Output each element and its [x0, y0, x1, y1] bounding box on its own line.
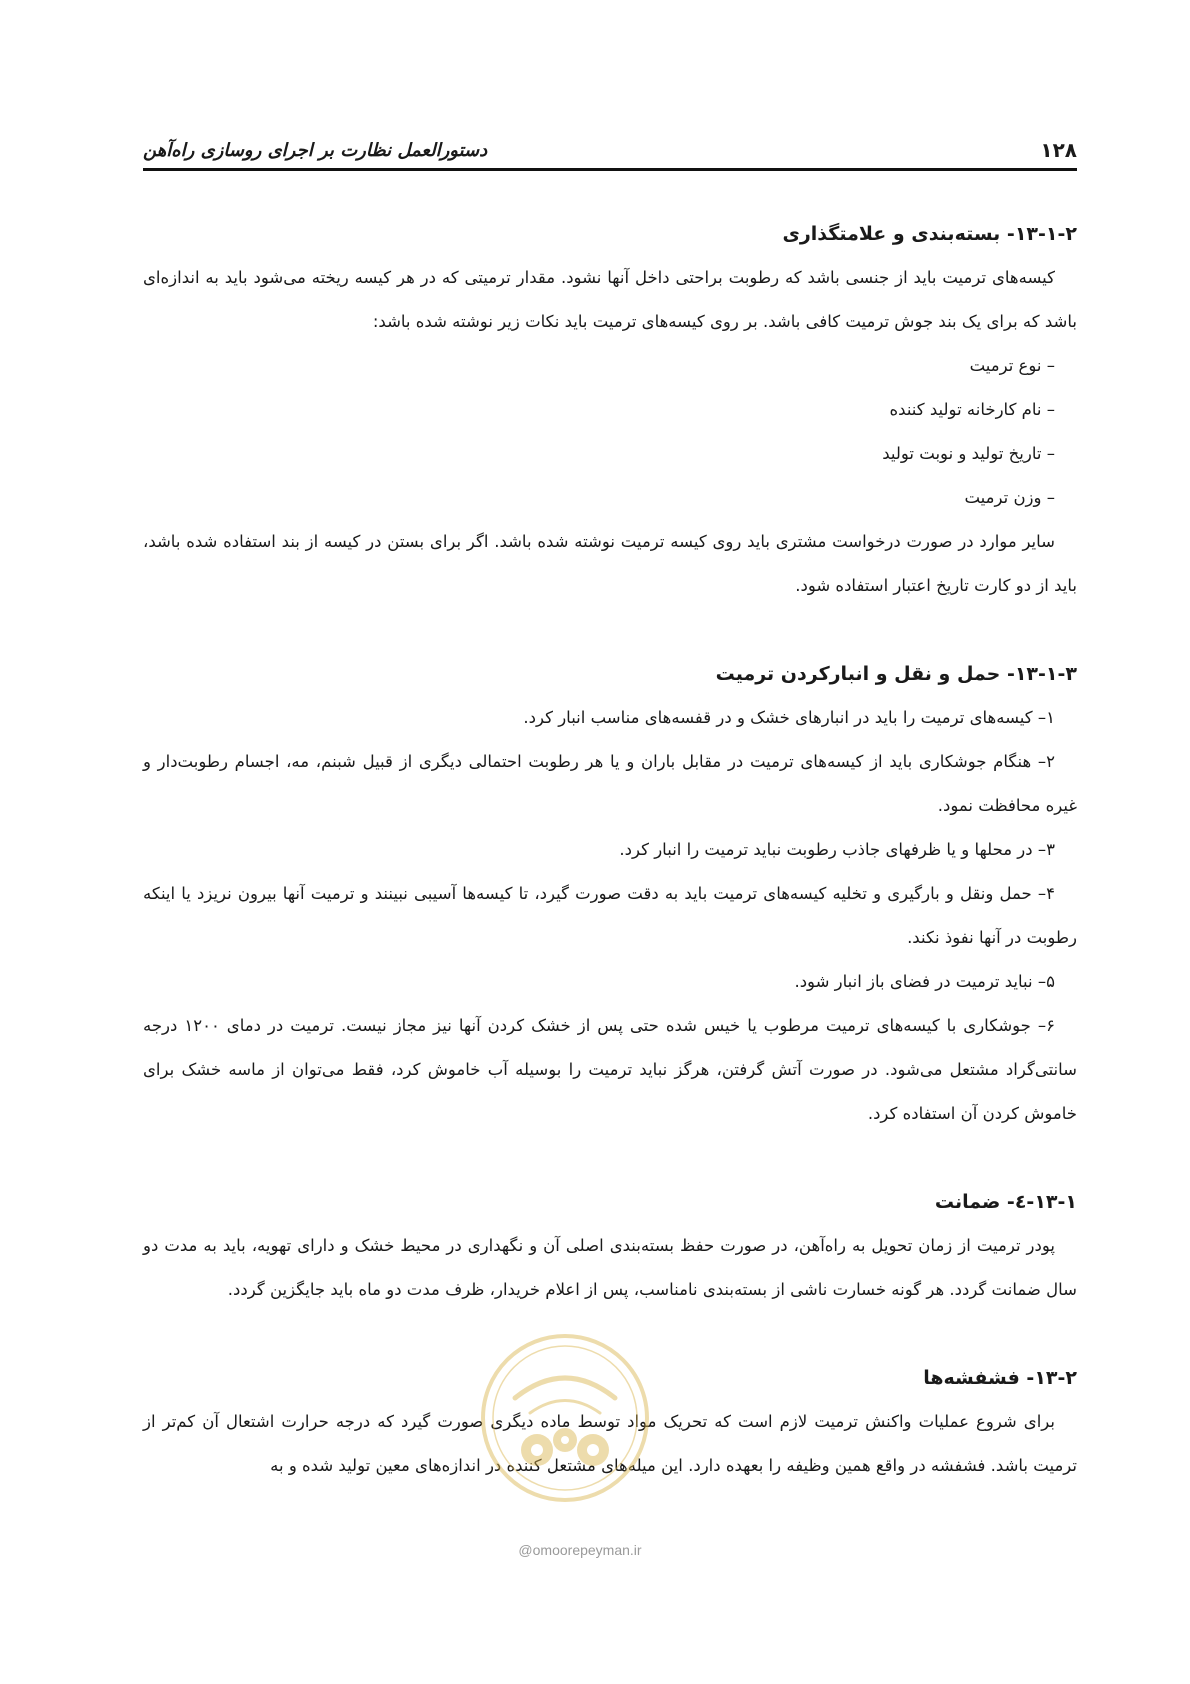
watermark-url: @omoorepeyman.ir — [518, 1542, 642, 1558]
section-heading: ۱۳-۲- فشفشه‌ها — [923, 1367, 1077, 1389]
section-packaging — [143, 212, 1077, 608]
section-heading: ۱۳-۱-٤- ضمانت — [934, 1191, 1077, 1213]
section-sparklers — [143, 1356, 1077, 1488]
numbered-item: ۵– نباید ترمیت در فضای باز انبار شود. — [794, 972, 1055, 991]
header-divider — [143, 168, 1077, 171]
section-transport-storage — [143, 652, 1077, 1136]
label-requirements-list — [143, 344, 1077, 520]
list-item: – نوع ترمیت — [969, 356, 1055, 375]
section-heading: ۱۳-۱-۳- حمل و نقل و انبارکردن ترمیت — [715, 663, 1077, 685]
numbered-item: ۲– هنگام جوشکاری باید از کیسه‌های ترمیت در مقابل باران و یا هر رطوبت احتمالی دیگری از قبیل شبنم، مه، اجسام رطوبت‌دار و غیره محافظت نمود. — [143, 752, 1077, 815]
spacer — [143, 608, 1077, 652]
list-item: – نام کارخانه تولید کننده — [889, 400, 1055, 419]
paragraph: پودر ترمیت از زمان تحویل به راه‌آهن، در صورت حفظ بسته‌بندی اصلی آن و نگهداری در محیط خشک و دارای تهویه، باید به مدت دو سال ضمانت گردد. هر گونه خسارت ناشی از بسته‌بندی نامناسب، پس از اعلام خریدار، ظرف مدت دو ماه باید جایگزین گردد. — [143, 1236, 1077, 1299]
section-heading: ۱۳-۱-۲- بسته‌بندی و علامتگذاری — [782, 223, 1077, 245]
numbered-item: ۴– حمل ونقل و بارگیری و تخلیه کیسه‌های ترمیت باید به دقت صورت گیرد، تا کیسه‌ها آسیبی نبینند و ترمیت آنها بیرون نریزد یا اینکه رطوبت در آنها نفوذ نکند. — [143, 884, 1077, 947]
section-warranty — [143, 1180, 1077, 1312]
page-content — [143, 212, 1077, 1488]
numbered-item: ۱– کیسه‌های ترمیت را باید در انبارهای خشک و در قفسه‌های مناسب انبار کرد. — [523, 708, 1055, 727]
page-header — [143, 130, 1077, 170]
paragraph: کیسه‌های ترمیت باید از جنسی باشد که رطوبت براحتی داخل آنها نشود. مقدار ترمیتی که در هر کیسه ریخته می‌شود باید به اندازه‌ای باشد که برای یک بند جوش ترمیت کافی باشد. بر روی کیسه‌های ترمیت باید نکات زیر نوشته شده باشد: — [143, 268, 1077, 331]
list-item: – تاریخ تولید و نوبت تولید — [882, 444, 1055, 463]
paragraph: برای شروع عملیات واکنش ترمیت لازم است که تحریک مواد توسط ماده دیگری صورت گیرد که درجه حرارت اشتعال آن کم‌تر از ترمیت باشد. فشفشه در واقع همین وظیفه را بعهده دارد. این میله‌های مشتعل کننده در اندازه‌های معین تولید شده و به — [143, 1412, 1077, 1475]
list-item: – وزن ترمیت — [964, 488, 1055, 507]
page-number: ۱۲۸ — [1040, 138, 1077, 162]
running-title: دستورالعمل نظارت بر اجرای روسازی راه‌آهن — [143, 139, 488, 161]
numbered-item: ۶– جوشکاری با کیسه‌های ترمیت مرطوب یا خیس شده حتی پس از خشک کردن آنها نیز مجاز نیست. ترمیت در دمای ۱۲۰۰ درجه سانتی‌گراد مشتعل می‌شود. در صورت آتش گرفتن، هرگز نباید ترمیت را بوسیله آب خاموش کرد، فقط می‌توان از ماسه خشک برای خاموش کردن آن استفاده کرد. — [143, 1016, 1077, 1123]
paragraph: سایر موارد در صورت درخواست مشتری باید روی کیسه ترمیت نوشته شده باشد. اگر برای بستن در کیسه از بند استفاده شده باشد، باید از دو کارت تاریخ اعتبار استفاده شود. — [143, 532, 1077, 595]
numbered-item: ۳– در محلها و یا ظرفهای جاذب رطوبت نباید ترمیت را انبار کرد. — [619, 840, 1055, 859]
spacer — [143, 1312, 1077, 1356]
spacer — [143, 1136, 1077, 1180]
